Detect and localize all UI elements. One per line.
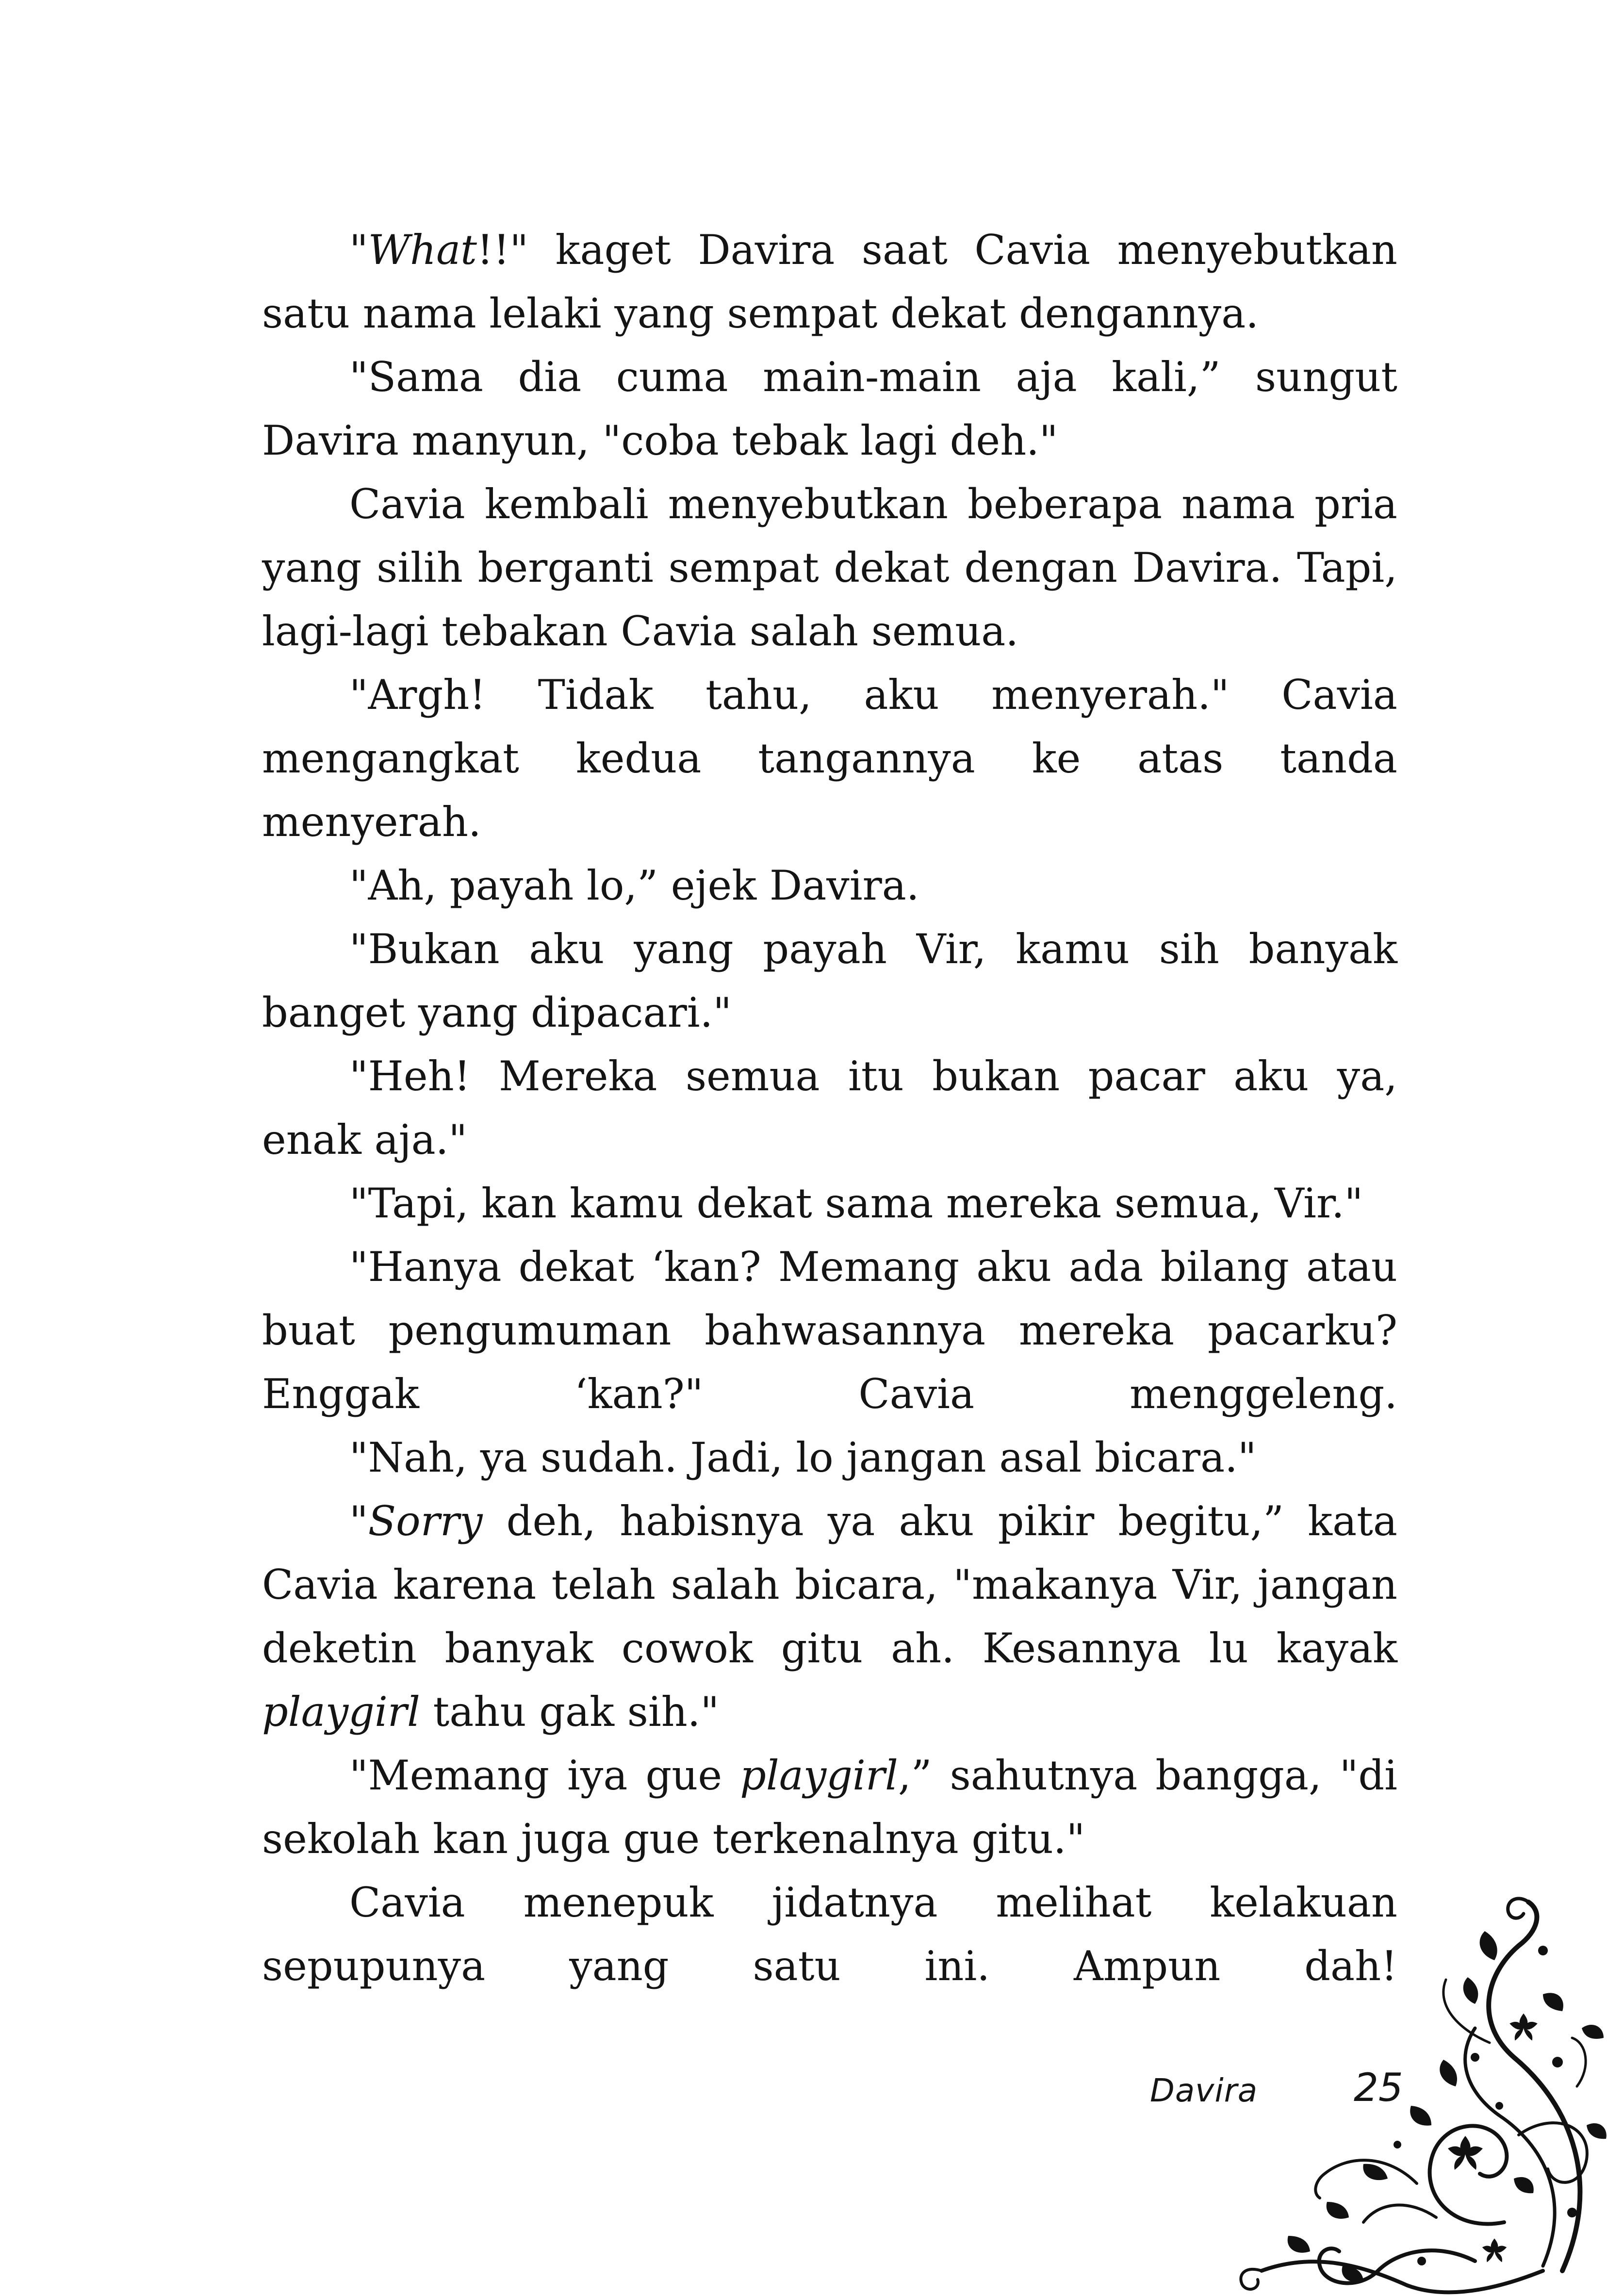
- paragraph: [262, 1045, 1397, 1172]
- paragraph: [262, 1744, 1397, 1871]
- paragraph: [262, 1426, 1397, 1490]
- text-run: Cavia kembali menyebutkan beberapa nama pria yang silih berganti sempat dekat dengan Davira. Tapi, lagi-lagi tebakan Cavia salah semua.: [262, 480, 1397, 655]
- running-footer-title: Davira: [1150, 2072, 1258, 2109]
- text-run: "Tapi, kan kamu dekat sama mereka semua, Vir.": [349, 1180, 1363, 1227]
- text-run: ": [349, 1497, 368, 1545]
- text-run: "Ah, payah lo,” ejek Davira.: [349, 862, 919, 909]
- italic-text-run: playgirl: [740, 1752, 898, 1799]
- italic-text-run: What: [368, 226, 477, 274]
- page-number: 25: [1354, 2065, 1403, 2110]
- paragraph: [262, 918, 1397, 1045]
- floral-swirl-corner-icon: [1203, 1883, 1607, 2296]
- text-run: "Heh! Mereka semua itu bukan pacar aku ya, enak aja.": [262, 1052, 1397, 1164]
- text-run: !!" kaget Davira saat Cavia menyebutkan satu nama lelaki yang sempat dekat dengannya.: [262, 226, 1397, 337]
- text-run: ,” sahutnya bangga, "di sekolah kan juga gue terkenalnya gitu.": [262, 1752, 1398, 1863]
- text-run: "Sama dia cuma main-main aja kali,” sungut Davira manyun, "coba tebak lagi deh.": [262, 353, 1397, 464]
- paragraph: [262, 218, 1397, 345]
- paragraph: [262, 1490, 1397, 1744]
- text-run: deh, habisnya ya aku pikir begitu,” kata Cavia karena telah salah bicara, "makanya Vir, jangan deketin banyak cowok gitu ah. Kesannya lu kayak: [262, 1497, 1397, 1672]
- paragraph: [262, 473, 1397, 663]
- paragraph: [262, 345, 1397, 473]
- paragraph: [262, 1172, 1397, 1235]
- text-run: tahu gak sih.": [420, 1688, 720, 1736]
- paragraph: [262, 1235, 1397, 1426]
- paragraph: [262, 663, 1397, 854]
- text-run: "Argh! Tidak tahu, aku menyerah." Cavia mengangkat kedua tangannya ke atas tanda menyerah.: [262, 671, 1397, 846]
- text-run: "Hanya dekat ‘kan? Memang aku ada bilang atau buat pengumuman bahwasannya mereka pacarku? Enggak ‘kan?" Cavia menggeleng.: [262, 1243, 1397, 1418]
- text-run: Cavia menepuk jidatnya melihat kelakuan sepupunya yang satu ini. Ampun dah!: [262, 1879, 1397, 1990]
- italic-text-run: playgirl: [262, 1688, 420, 1736]
- text-run: ": [349, 226, 368, 274]
- text-run: "Memang iya gue: [349, 1752, 740, 1799]
- text-run: "Bukan aku yang payah Vir, kamu sih banyak banget yang dipacari.": [262, 925, 1397, 1036]
- paragraph: [262, 854, 1397, 918]
- text-run: "Nah, ya sudah. Jadi, lo jangan asal bicara.": [349, 1434, 1257, 1481]
- italic-text-run: Sorry: [368, 1497, 483, 1545]
- body-text: [262, 218, 1397, 1998]
